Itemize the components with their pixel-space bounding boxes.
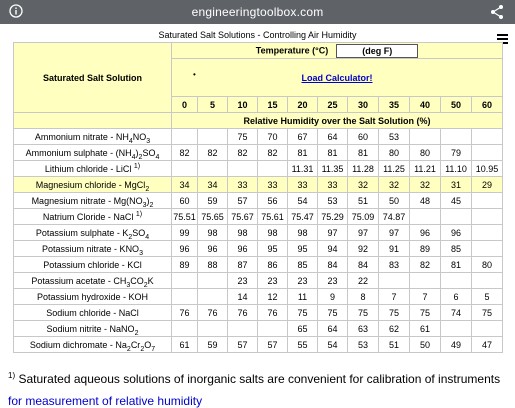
salt-name: Magnesium nitrate - $Mg(NO_3)_2$ [14, 193, 172, 209]
rh-value-cell [172, 321, 198, 337]
rh-value-cell [472, 321, 503, 337]
rh-value-cell: 48 [410, 193, 441, 209]
rh-value-cell: 80 [472, 257, 503, 273]
rh-value-cell: 59 [198, 193, 228, 209]
rh-value-cell [472, 129, 503, 145]
temp-col-60: 60 [472, 97, 503, 113]
table-row [14, 321, 503, 337]
rh-value-cell: 95 [258, 241, 288, 257]
temp-col-15: 15 [258, 97, 288, 113]
rh-value-cell [198, 129, 228, 145]
page-title: Saturated Salt Solutions - Controlling Air Humidity [158, 30, 357, 40]
rh-value-cell [198, 273, 228, 289]
rh-value-cell: 34 [172, 177, 198, 193]
rh-value-cell [172, 129, 198, 145]
rh-value-cell: 33 [288, 177, 318, 193]
share-icon[interactable] [489, 4, 505, 20]
rh-value-cell: 53 [379, 129, 410, 145]
rh-value-cell: 62 [379, 321, 410, 337]
rh-value-cell: 7 [410, 289, 441, 305]
rh-value-cell: 7 [379, 289, 410, 305]
rh-value-cell: 82 [410, 257, 441, 273]
url-label[interactable]: engineeringtoolbox.com [191, 5, 324, 19]
rh-value-cell: 83 [379, 257, 410, 273]
footnote-text: Saturated aqueous solutions of inorganic salts are convenient for calibration of instruments [18, 372, 501, 386]
table-row [14, 337, 503, 353]
rh-value-cell: 45 [441, 193, 472, 209]
rh-value-cell: 23 [258, 273, 288, 289]
rh-value-cell: 11 [288, 289, 318, 305]
table-row [14, 129, 503, 145]
rh-value-cell: 11.31 [288, 161, 318, 177]
salt-name: Lithium chloride - LiCl $^{1)}$ [14, 161, 172, 177]
rh-value-cell: 53 [318, 193, 348, 209]
temp-col-30: 30 [348, 97, 379, 113]
rh-value-cell: 64 [318, 129, 348, 145]
rh-value-cell: 96 [410, 225, 441, 241]
table-row [14, 177, 503, 193]
rh-value-cell [472, 193, 503, 209]
rh-value-cell [472, 241, 503, 257]
rh-value-cell: 32 [379, 177, 410, 193]
rh-value-cell: 96 [441, 225, 472, 241]
rh-value-cell: 75.51 [172, 209, 198, 225]
rh-value-cell: 14 [228, 289, 258, 305]
rh-value-cell [258, 161, 288, 177]
rh-value-cell: 88 [198, 257, 228, 273]
rh-value-cell [410, 129, 441, 145]
rh-value-cell: 75 [318, 305, 348, 321]
rh-value-cell: 75 [472, 305, 503, 321]
rh-value-cell [198, 161, 228, 177]
rh-value-cell: 89 [410, 241, 441, 257]
temp-col-10: 10 [228, 97, 258, 113]
table-row [14, 193, 503, 209]
temp-col-40: 40 [410, 97, 441, 113]
rh-value-cell: 82 [198, 145, 228, 161]
rh-value-cell: 32 [410, 177, 441, 193]
rh-value-cell [258, 321, 288, 337]
rh-value-cell: 33 [228, 177, 258, 193]
rh-value-cell: 89 [172, 257, 198, 273]
rh-value-cell: 33 [258, 177, 288, 193]
rh-value-cell: 23 [318, 273, 348, 289]
rh-value-cell: 11.10 [441, 161, 472, 177]
rh-value-cell: 81 [348, 145, 379, 161]
salt-name: Potassium nitrate - $KNO_3$ [14, 241, 172, 257]
rh-value-cell [441, 321, 472, 337]
rh-value-cell: 99 [172, 225, 198, 241]
rh-value-cell: 75.67 [228, 209, 258, 225]
rh-value-cell: 22 [348, 273, 379, 289]
rh-value-cell: 47 [472, 337, 503, 353]
table-row [14, 241, 503, 257]
rh-value-cell: 98 [288, 225, 318, 241]
rh-value-cell: 32 [348, 177, 379, 193]
temp-col-50: 50 [441, 97, 472, 113]
rh-value-cell: 56 [258, 193, 288, 209]
footnote-continued [8, 394, 202, 408]
rh-value-cell: 97 [318, 225, 348, 241]
rh-value-cell: 80 [379, 145, 410, 161]
table-row [14, 289, 503, 305]
rh-value-cell: 86 [258, 257, 288, 273]
rh-value-cell: 80 [410, 145, 441, 161]
salt-name: Potassium sulphate - $K_2SO_4$ [14, 225, 172, 241]
footnote [8, 372, 500, 386]
table-row [14, 145, 503, 161]
rh-value-cell: 76 [198, 305, 228, 321]
corner-header: Saturated Salt Solution [14, 43, 172, 113]
rh-value-cell: 98 [228, 225, 258, 241]
temp-col-35: 35 [379, 97, 410, 113]
rh-value-cell [472, 209, 503, 225]
rh-value-cell [441, 273, 472, 289]
rh-value-cell: 84 [348, 257, 379, 273]
rh-value-cell: 76 [258, 305, 288, 321]
rh-value-cell: 70 [258, 129, 288, 145]
salt-solution-table [13, 42, 503, 353]
rh-value-cell [410, 273, 441, 289]
rh-value-cell: 98 [258, 225, 288, 241]
rh-value-cell: 95 [288, 241, 318, 257]
rh-value-cell: 92 [348, 241, 379, 257]
rh-value-cell: 94 [318, 241, 348, 257]
rh-value-cell: 57 [258, 337, 288, 353]
rh-value-cell: 75 [228, 129, 258, 145]
rh-value-cell: 82 [228, 145, 258, 161]
rh-value-cell: 96 [198, 241, 228, 257]
rh-value-cell: 96 [172, 241, 198, 257]
rh-value-cell: 76 [172, 305, 198, 321]
rh-value-cell: 81 [441, 257, 472, 273]
rh-value-cell: 76 [228, 305, 258, 321]
table-row [14, 161, 503, 177]
rh-value-cell [472, 273, 503, 289]
salt-name: Potassium acetate - $CH_3CO_2K$ [14, 273, 172, 289]
rh-value-cell: 97 [379, 225, 410, 241]
rh-value-cell: 33 [318, 177, 348, 193]
rh-value-cell: 11.21 [410, 161, 441, 177]
rh-value-cell: 60 [348, 129, 379, 145]
rh-value-cell: 75.61 [258, 209, 288, 225]
rh-value-cell: 11.35 [318, 161, 348, 177]
rh-value-cell [172, 161, 198, 177]
rh-value-cell: 79 [441, 145, 472, 161]
rh-value-cell [441, 209, 472, 225]
rh-value-cell: 10.95 [472, 161, 503, 177]
rh-value-cell: 91 [379, 241, 410, 257]
rh-value-cell: 61 [172, 337, 198, 353]
rh-value-cell: 87 [228, 257, 258, 273]
browser-bar [0, 0, 515, 24]
footnote-marker: 1) [8, 371, 16, 380]
rh-value-cell: 81 [288, 145, 318, 161]
rh-value-cell: 49 [441, 337, 472, 353]
rh-value-cell: 9 [318, 289, 348, 305]
rh-value-cell: 74.87 [379, 209, 410, 225]
temp-col-20: 20 [288, 97, 318, 113]
rh-value-cell: 85 [441, 241, 472, 257]
rh-value-cell: 61 [410, 321, 441, 337]
rh-value-cell: 5 [472, 289, 503, 305]
rh-value-cell: 65 [288, 321, 318, 337]
salt-name: Sodium chloride - NaCl [14, 305, 172, 321]
rh-value-cell: 54 [288, 193, 318, 209]
rh-value-cell: 75 [348, 305, 379, 321]
salt-name: Potassium hydroxide - KOH [14, 289, 172, 305]
rh-value-cell [228, 161, 258, 177]
rh-value-cell: 53 [348, 337, 379, 353]
rh-value-cell: 63 [348, 321, 379, 337]
rh-value-cell: 75.47 [288, 209, 318, 225]
rh-value-cell [198, 289, 228, 305]
rh-value-cell: 85 [288, 257, 318, 273]
table-row [14, 305, 503, 321]
rh-value-cell: 81 [318, 145, 348, 161]
salt-name: Sodium dichromate - $Na_2Cr_2O_7$ [14, 337, 172, 353]
rh-corner [14, 113, 172, 129]
rh-value-cell: 51 [348, 193, 379, 209]
bullet: • [193, 70, 196, 79]
rh-value-cell: 82 [172, 145, 198, 161]
rh-value-cell: 75 [379, 305, 410, 321]
rh-value-cell: 12 [258, 289, 288, 305]
rh-header: Relative Humidity over the Salt Solution (%) [172, 113, 503, 129]
rh-value-cell: 11.28 [348, 161, 379, 177]
rh-value-cell: 67 [288, 129, 318, 145]
rh-value-cell: 34 [198, 177, 228, 193]
rh-value-cell [410, 209, 441, 225]
temperature-label: Temperature (°C) [255, 44, 329, 55]
rh-value-cell: 50 [410, 337, 441, 353]
rh-value-cell: 54 [318, 337, 348, 353]
rh-value-cell: 75 [288, 305, 318, 321]
temp-col-25: 25 [318, 97, 348, 113]
rh-value-cell: 84 [318, 257, 348, 273]
salt-name: Sodium nitrite - NaNO$_2$ [14, 321, 172, 337]
rh-value-cell: 75.09 [348, 209, 379, 225]
footnote-text-continued: for measurement of relative humidity [8, 394, 203, 408]
rh-value-cell [172, 289, 198, 305]
rh-value-cell [441, 129, 472, 145]
table-row [14, 209, 503, 225]
rh-value-cell: 8 [348, 289, 379, 305]
rh-value-cell [472, 225, 503, 241]
rh-value-cell: 75.29 [318, 209, 348, 225]
rh-value-cell: 75.65 [198, 209, 228, 225]
table-row [14, 257, 503, 273]
temp-col-0: 0 [172, 97, 198, 113]
deg-f-input[interactable]: (deg F) [336, 44, 418, 58]
rh-value-cell: 98 [198, 225, 228, 241]
rh-value-cell: 59 [198, 337, 228, 353]
rh-value-cell: 51 [379, 337, 410, 353]
rh-value-cell [228, 321, 258, 337]
rh-value-cell: 57 [228, 193, 258, 209]
salt-name: Ammonium nitrate - $NH_4NO_3$ [14, 129, 172, 145]
rh-value-cell: 29 [472, 177, 503, 193]
rh-value-cell: 23 [228, 273, 258, 289]
calculator-cell [172, 59, 503, 97]
temp-col-5: 5 [198, 97, 228, 113]
salt-name: Natrium Cloride - NaCl $^{1)}$ [14, 209, 172, 225]
rh-value-cell: 11.25 [379, 161, 410, 177]
salt-name: Potassium chloride - KCl [14, 257, 172, 273]
rh-value-cell: 97 [348, 225, 379, 241]
load-calculator-link[interactable]: Load Calculator! [301, 72, 373, 83]
rh-value-cell: 55 [288, 337, 318, 353]
rh-value-cell [172, 273, 198, 289]
table-row [14, 225, 503, 241]
rh-value-cell: 50 [379, 193, 410, 209]
temperature-header [172, 43, 503, 59]
salt-name: Ammonium sulphate - $(NH_4)_2SO_4$ [14, 145, 172, 161]
rh-value-cell [472, 145, 503, 161]
rh-value-cell: 57 [228, 337, 258, 353]
rh-value-cell: 74 [441, 305, 472, 321]
rh-value-cell: 60 [172, 193, 198, 209]
rh-value-cell: 96 [228, 241, 258, 257]
rh-value-cell: 64 [318, 321, 348, 337]
salt-name: Magnesium chloride - MgCl$_2$ [14, 177, 172, 193]
table-row [14, 273, 503, 289]
rh-value-cell [198, 321, 228, 337]
rh-value-cell: 23 [288, 273, 318, 289]
rh-value-cell: 6 [441, 289, 472, 305]
rh-value-cell: 82 [258, 145, 288, 161]
rh-value-cell: 75 [410, 305, 441, 321]
rh-value-cell: 31 [441, 177, 472, 193]
rh-value-cell [379, 273, 410, 289]
